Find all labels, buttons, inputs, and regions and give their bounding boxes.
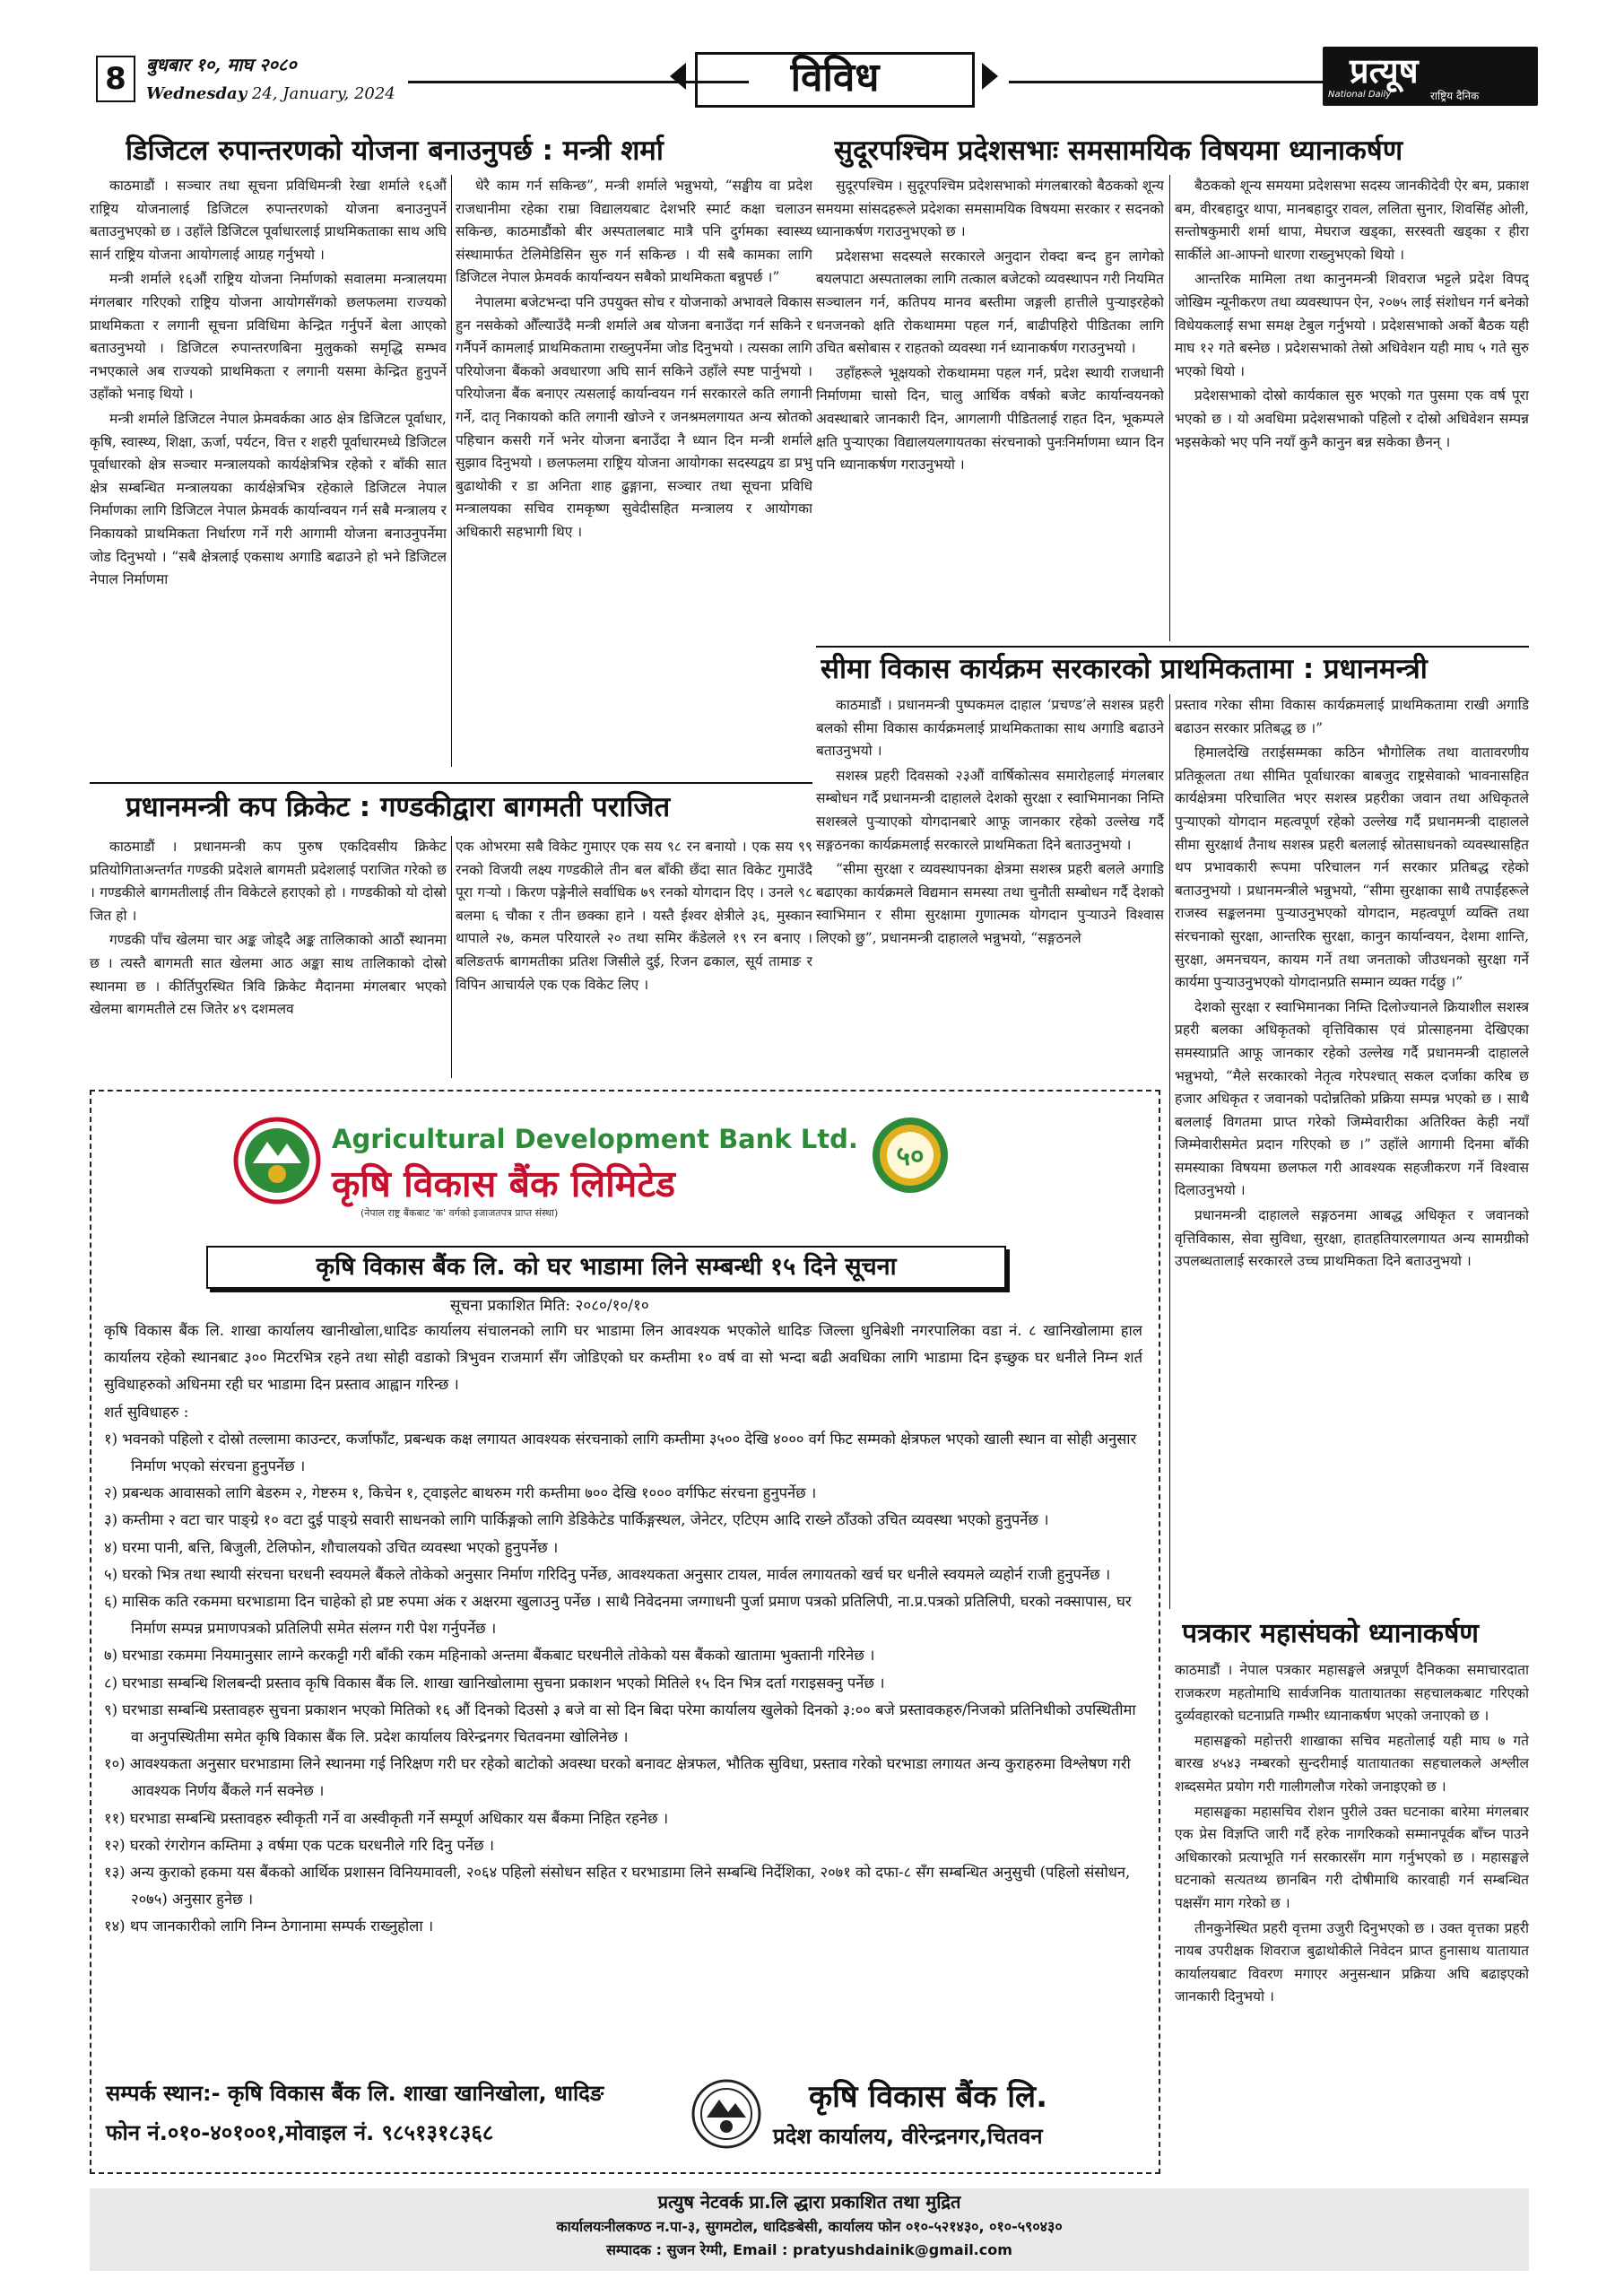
sudur-col2-para: प्रदेशसभाको दोस्रो कार्यकाल सुरु भएको गत पुसमा एक वर्ष पूरा भएको छ । यो अवधिमा प्रदेशसभाको पहिलो र दोस्रो अधिवेशन सम्पन्न भइसकेको भए पनि नयाँ कुनै कानुन बन्न सकेका छैनन् । <box>1175 387 1529 450</box>
footer-office: कार्यालयःनीलकण्ठ न.पा-३, सुगमटोल, धादिङबेसी, कार्यालय फोन ०१०-५२१४३०, ०१०-५९०४३० <box>556 2218 1063 2235</box>
digital-col1-para: काठमाडौं । सञ्चार तथा सूचना प्रविधिमन्त्री रेखा शर्माले १६औं राष्ट्रिय योजनालाई डिजिटल रुपान्तरणको योजना बनाउनुपर्ने बताउनुभएको छ । उहाँले डिजिटल पूर्वाधारलाई प्राथमिकताका साथ अघि सार्न राष्ट्रिय योजना आयोगलाई आग्रह गर्नुभयो । <box>90 178 447 263</box>
bank-logo-icon <box>233 1117 321 1205</box>
sudur-col2-para: आन्तरिक मामिला तथा कानुनमन्त्री शिवराज भट्टले प्रदेश विपद् जोखिम न्यूनीकरण तथा व्यवस्थापन ऐन, २०७५ लाई संशोधन गर्न बनेको विधेयकलाई सभा समक्ष टेबुल गर्नुभयो । प्रदेशसभाको अर्को बैठक यही माघ १२ गते बस्नेछ । प्रदेशसभाको तेस्रो अधिवेशन यही माघ ५ गते सुरु भएको थियो । <box>1175 271 1529 379</box>
column-divider <box>451 175 452 767</box>
seema-col-1 <box>816 694 1164 1080</box>
mahasangh-para: महासङ्घको महोत्तरी शाखाका सचिव महतोलाई यही माघ ७ गते बारख ४५४३ नम्बरको सुन्दरीमाई यातायातका सहचालकले अश्लील शब्दसमेत प्रयोग गरी गालीगलौज गरेको जनाइएको छ । <box>1175 1732 1529 1795</box>
condition-item: ७) घरभाडा रकममा नियमानुसार लाग्ने करकट्टी गरी बाँकी रकम महिनाको अन्तमा बैंकबाट घरधनीले तोकेको यस बैंकको खातामा भुक्तानी गरिनेछ । <box>104 1647 875 1665</box>
bank-name-en: Agricultural Development Bank Ltd. <box>332 1124 858 1154</box>
mahasangh-body <box>1175 1659 1529 2170</box>
headline-seema: सीमा विकास कार्यक्रम सरकारको प्राथमिकतामा : प्रधानमन्त्री <box>821 653 1428 685</box>
newspaper-logo <box>1323 47 1538 106</box>
headline-mahasangh: पत्रकार महासंघको ध्यानाकर्षण <box>1182 1618 1479 1649</box>
cricket-col1-para: काठमाडौं । प्रधानमन्त्री कप पुरुष एकदिवसीय क्रिकेट प्रतियोगिताअन्तर्गत गण्डकी प्रदेशले बागमती प्रदेशलाई पराजित गरेको छ । गण्डकीले बागमतीलाई तीन विकेटले हराएको हो । गण्डकीको यो दोस्रो जित हो । <box>90 839 447 924</box>
notice-body <box>104 1318 1142 2071</box>
mahasangh-para: काठमाडौं । नेपाल पत्रकार महासङ्घले अन्नपूर्ण दैनिकका समाचारदाता राजकरण महतोमाथि सार्वजनिक यातायातका सहचालकबाट गरिएको दुर्व्यवहारको घटनाप्रति गम्भीर ध्यानाकर्षण भएको जनाएको छ । <box>1175 1662 1529 1725</box>
headline-cricket: प्रधानमन्त्री कप क्रिकेट : गण्डकीद्वारा बागमती पराजित <box>126 791 671 823</box>
condition-item: ५) घरको भित्र तथा स्थायी संरचना घरधनी स्वयमले बैंकले तोकेको अनुसार निर्माण गरिदिनु पर्नेछ, आवश्यकता अनुसार टायल, मार्वल लगायतको खर्च घर धनीले स्वयमले व्यहोर्न राजी हुनुपर्नेछ । <box>104 1565 1111 1583</box>
condition-item: १३) अन्य कुराको हकमा यस बैंकको आर्थिक प्रशासन विनियमावली, २०६४ पहिलो संसोधन सहित र घरभाडामा लिने सम्बन्धि निर्देशिका, २०७१ को दफा-८ सँग सम्बन्धित अनुसुची (पहिलो संसोधन, २०७५) अनुसार हुनेछ । <box>104 1864 1131 1909</box>
arrow-left-icon <box>670 63 686 90</box>
column-divider <box>1169 694 1170 1609</box>
section-rule <box>90 782 812 784</box>
notice-intro: कृषि विकास बैंक लि. शाखा कार्यालय खानीखोला,धादिङ कार्यालय संचालनको लागि घर भाडामा लिन आवश्यक भएकोले धादिङ जिल्ला धुनिबेशी नगरपालिका वडा नं. ८ खानिखोलामा हाल कार्यालय रहेको स्थानबाट ३०० मिटरभित्र रहने तथा सोही वडाको त्रिभुवन राजमार्ग सँग जोडिएको घर कम्तीमा १० वर्ष वा सो भन्दा बढी अवधिका लागि भाडामा दिन इच्छुक घर धनीले निम्न शर्त सुविधाहरुको अधिनमा रही घर भाडामा दिन प्रस्ताव आह्वान गरिन्छ । <box>104 1322 1142 1394</box>
anniversary-badge-icon <box>870 1115 951 1196</box>
logo-sub-np: राष्ट्रिय दैनिक <box>1430 90 1480 102</box>
seema-col1-para: काठमाडौं । प्रधानमन्त्री पुष्पकमल दाहाल ‘प्रचण्ड’ले सशस्त्र प्रहरी बलको सीमा विकास कार्यक्रमलाई प्राथमिकताका साथ अगाडि बढाउने बताउनुभयो । <box>816 697 1164 760</box>
notice-title: कृषि विकास बैंक लि. को घर भाडामा लिने सम्बन्धी १५ दिने सूचना <box>206 1246 1006 1289</box>
mahasangh-para: तीनकुनेस्थित प्रहरी वृत्तमा उजुरी दिनुभएको छ । उक्त वृत्तका प्रहरी नायब उपरीक्षक शिवराज बुढाथोकीले निवेदन प्राप्त हुनासाथ यातायात कार्यालयबाट विवरण मगाएर अनुसन्धान प्रक्रिया अघि बढाइएको जानकारी दिनुभयो । <box>1175 1919 1529 2005</box>
condition-item: १) भवनको पहिलो र दोस्रो तल्लामा काउन्टर, कर्जाफाँट, प्रबन्धक कक्ष लगायत आवश्यक संरचनाको लागि कम्तीमा ३५०० देखि ४००० वर्ग फिट सम्मको क्षेत्रफल भएको खाली स्थान वा सोही अनुसार निर्माण भएको संरचना हुनुपर्नेछ । <box>104 1430 1137 1475</box>
page-number: 8 <box>96 56 135 102</box>
office-name: कृषि विकास बैंक लि. <box>809 2079 1047 2115</box>
seema-right-para: हिमालदेखि तराईसम्मका कठिन भौगोलिक तथा वातावरणीय प्रतिकूलता तथा सीमित पूर्वाधारका बाबजुद राष्ट्रसेवाको भावनासहित कार्यक्षेत्रमा परिचालित भएर सशस्त्र प्रहरीका जवान तथा अधिकृतले पुऱ्याएको योगदान महत्वपूर्ण रहेको उल्लेख गर्दै प्रधानमन्त्री दाहालले सीमा सुरक्षार्थ तैनाथ सशस्त्र प्रहरी बललाई स्रोतसाधनको व्यवस्थासहित थप प्रभावकारी रूपमा परिचालन गर्न सरकार प्रतिबद्ध रहेको बताउनुभयो । प्रधानमन्त्रीले भन्नुभयो, “सीमा सुरक्षाका साथै तपाईंहरूले राजस्व सङ्कलनमा पुऱ्याउनुभएको योगदान, महत्वपूर्ण व्यक्ति तथा संरचनाको सुरक्षा, आन्तरिक सुरक्षा, कानुन कार्यान्वयन, देशमा शान्ति, सुरक्षा, अमनचयन, कायम गर्ने तथा जनताको जीउधनको सुरक्षा गर्ने कार्यमा पुऱ्याउनुभएको योगदानप्रति सम्मान व्यक्त गर्दछु ।” <box>1175 744 1529 991</box>
logo-sub-en: National Daily <box>1328 90 1392 100</box>
condition-item: ४) घरमा पानी, बत्ति, बिजुली, टेलिफोन, शौचालयको उचित व्यवस्था भएको हुनुपर्नेछ । <box>104 1538 559 1556</box>
date-english-full: 24, January, 2024 <box>251 84 395 103</box>
section-rule <box>816 646 1529 648</box>
condition-item: ९) घरभाडा सम्बन्धि प्रस्तावहरु सुचना प्रकाशन भएको मितिको १६ औं दिनको दिउसो ३ बजे वा सो दिन बिदा परेमा कार्यालय खुलेको दिनको ३:०० बजे प्रस्तावकहरु/निजको प्रतिनिधीको उपस्थितीमा वा अनुपस्थितीमा समेत कृषि विकास बैंक लि. प्रदेश कार्यालय विरेन्द्रनगर चितवनमा खोलिनेछ । <box>104 1700 1136 1746</box>
mahasangh-para: महासङ्घका महासचिव रोशन पुरीले उक्त घटनाका बारेमा मंगलबार एक प्रेस विज्ञप्ति जारी गर्दै हरेक नागरिकको सम्मानपूर्वक बाँच्न पाउने अधिकारको प्रत्याभूति गर्न सरकारसँग माग गर्नुभएको छ । महासङ्घले घटनाको सत्यतथ्य छानबिन गरी दोषीमाथि कारवाही गर्न सम्बन्धित पक्षसँग माग गरेको छ । <box>1175 1803 1529 1911</box>
section-title: विविध <box>695 52 975 108</box>
office-address: प्रदेश कार्यालय, वीरेन्द्रनगर,चितवन <box>773 2124 1043 2149</box>
condition-item: ३) कम्तीमा २ वटा चार पाङ्ग्रे १० वटा दुई पाङ्ग्रे सवारी साधनको लागि पार्किङ्गको लागि डेडिकेटेड पार्किङ्गस्थल, जेनेटर, एटिएम आदि राख्ने ठाँउको उचित व्यवस्था भएको हुनुपर्नेछ । <box>104 1511 1049 1529</box>
seema-col1-para: सशस्त्र प्रहरी दिवसको २३औं वार्षिकोत्सव समारोहलाई मंगलबार सम्बोधन गर्दै प्रधानमन्त्री दाहालले देशको सुरक्षा र स्वाभिमानका निम्ति सशस्त्रले पुऱ्याएको योगदानबारे आफू जानकार रहेको उल्लेख गर्दै सङ्गठनका कार्यक्रमलाई सरकारले प्राथमिकता दिने बताउनुभयो । <box>816 767 1164 853</box>
seema-right-para: देशको सुरक्षा र स्वाभिमानका निम्ति दिलोज्यानले क्रियाशील सशस्त्र प्रहरी बलका अधिकृतको वृत्तिविकास एवं प्रोत्साहनमा देखिएका समस्याप्रति आफू जानकार रहेको उल्लेख गर्दै प्रधानमन्त्री दाहालले भन्नुभयो, “मैले सरकारको नेतृत्व गरेपश्चात् सकल दर्जाका करिब छ हजार अधिकृत र जवानको पदोन्नतिको प्रक्रिया सम्पन्न भएको छ । साथै बललाई विगतमा प्राप्त गरेको जिम्मेवारीका अतिरिक्त केही नयाँ जिम्मेवारीसमेत प्रदान गरिएको छ ।” उहाँले आगामी दिनमा बाँकी समस्याका विषयमा छलफल गरी आवश्यक सहजीकरण गर्ने विश्वास दिलाउनुभयो । <box>1175 998 1529 1199</box>
sudur-col1-para: सुदूरपश्चिम । सुदूरपश्चिम प्रदेशसभाको मंगलबारको बैठकको शून्य समयमा सांसदहरूले प्रदेशका समसामयिक विषयमा सरकार र सदनको ध्यानाकर्षण गराउनुभएको छ । <box>816 178 1164 240</box>
condition-item: २) प्रबन्धक आवासको लागि बेडरुम २, गेष्टरुम १, किचेन १, ट्वाइलेट बाथरुम गरी कम्तीमा ७०० देखि १००० वर्गफिट संरचना हुनुपर्नेछ । <box>104 1484 817 1502</box>
arrow-right-icon <box>982 63 998 90</box>
column-divider <box>1169 175 1170 641</box>
bank-tagline: (नेपाल राष्ट्र बैंकबाट 'क' वर्गको इजाजतपत्र प्राप्त संस्था) <box>360 1207 559 1219</box>
bank-advertisement <box>90 1090 1160 2174</box>
condition-item: ६) मासिक कति रकममा घरभाडामा दिन चाहेको हो प्रष्ट रुपमा अंक र अक्षरमा खुलाउनु पर्नेछ । साथै निवेदनमा जग्गाधनी पुर्जा प्रमाण पत्रको प्रतिलिपी, ना.प्र.पत्रको प्रतिलिपी, घरको नक्सापास, घर निर्माण सम्पन्न प्रमाणपत्रको प्रतिलिपी समेत संलग्न गरी पेश गर्नुपर्नेछ । <box>104 1593 1132 1638</box>
digital-col-1 <box>90 175 447 767</box>
digital-col-2 <box>456 175 812 767</box>
column-divider <box>451 836 452 1078</box>
date-english <box>146 84 395 103</box>
digital-col2-para: नेपालमा बजेटभन्दा पनि उपयुक्त सोच र योजनाको अभावले विकास हुन नसकेको औँल्याउँदै मन्त्री शर्माले अब योजना बनाउँदा गर्न सकिने र गर्नैपर्ने कामलाई प्राथमिकतामा राख्नुपर्नेमा जोड दिनुभयो । त्यसका लागि परियोजना बैंकको अवधारणा अघि सार्न सकिने उहाँले स्पष्ट पार्नुभयो । परियोजना बैंक बनाएर त्यसलाई कार्यान्वयन गर्न सरकारले कति लगानी गर्ने, दातृ निकायको कति लगानी खोज्ने र जनश्रमलगायत अन्य स्रोतको पहिचान कसरी गर्ने भनेर योजना बनाउँदा नै ध्यान दिन मन्त्री शर्माले सुझाव दिनुभयो । छलफलमा राष्ट्रिय योजना आयोगका सदस्यद्वय डा प्रभु बुढाथोकी र डा अनिता शाह ढुङ्गाना, सञ्चार तथा सूचना प्रविधि मन्त्रालयका सचिव रामकृष्ण सुवेदीसहित मन्त्रालय र आयोगका अधिकारी सहभागी थिए । <box>456 293 812 540</box>
digital-col2-para: धेरै काम गर्न सकिन्छ”, मन्त्री शर्माले भन्नुभयो, “सङ्घीय वा प्रदेश राजधानीमा रहेका राम्रा विद्यालयबाट देशभरि स्मार्ट कक्षा चलाउन सकिन्छ, काठमाडौंको बीर अस्पतालबाट मात्रै पनि दुर्गमका स्वास्थ्य संस्थामार्फत टेलिमेडिसिन सुरु गर्न सकिन्छ । यी सबै कामका लागि डिजिटल नेपाल फ्रेमवर्क कार्यान्वयन सबैको प्राथमिकता बन्नुपर्छ ।” <box>456 178 812 286</box>
cricket-col-1 <box>90 836 447 1080</box>
cricket-col-2 <box>456 836 812 1080</box>
seema-col1-para: “सीमा सुरक्षा र व्यवस्थापनका क्षेत्रमा सशस्त्र प्रहरी बलले अगाडि बढाएका कार्यक्रमले विद्यमान समस्या तथा चुनौती सम्बोधन गर्दै देशको स्वाभिमान र सीमा सुरक्षामा गुणात्मक योगदान पुऱ्याउने विश्वास लिएको छु”, प्रधानमन्त्री दाहालले भन्नुभयो, “सङ्गठनले <box>816 861 1164 946</box>
conditions-label: शर्त सुविधाहरु : <box>104 1403 189 1421</box>
sudurpaschim-col-2 <box>1175 175 1529 641</box>
condition-item: ११) घरभाडा सम्बन्धि प्रस्तावहरु स्वीकृती गर्ने वा अस्वीकृती गर्ने सम्पूर्ण अधिकार यस बैंकमा निहित रहनेछ । <box>104 1809 669 1827</box>
publication-date: सूचना प्रकाशित मिति: २०८०/१०/१० <box>450 1297 649 1315</box>
sudurpaschim-col-1 <box>816 175 1164 641</box>
anniversary-number: ५० <box>896 1141 925 1172</box>
footer <box>90 2188 1529 2271</box>
contact-place: सम्पर्क स्थान:- कृषि विकास बैंक लि. शाखा खानिखोला, धादिङ <box>106 2081 604 2106</box>
condition-item: १४) थप जानकारीको लागि निम्न ठेगानामा सम्पर्क राख्नुहोला । <box>104 1918 434 1935</box>
digital-col1-para: मन्त्री शर्माले डिजिटल नेपाल फ्रेमवर्कका आठ क्षेत्र डिजिटल पूर्वाधार, कृषि, स्वास्थ्य, शिक्षा, ऊर्जा, पर्यटन, वित्त र शहरी पूर्वाधारमध्ये डिजिटल पूर्वाधारको क्षेत्र सञ्चार मन्त्रालयको कार्यक्षेत्रभित्र रहेको र बाँकी सात क्षेत्र सम्बन्धित मन्त्रालयका कार्यक्षेत्रभित्र रहेकाले डिजिटल नेपाल निर्माणका लागि डिजिटल नेपाल फ्रेमवर्क कार्यान्वयन गर्न सबै मन्त्रालय र निकायको प्राथमिकता निर्धारण गर्ने गरी आगामी योजना बनाउनुपर्नेमा जोड दिनुभयो । “सबै क्षेत्रलाई एकसाथ अगाडि बढाउने हो भने डिजिटल नेपाल निर्माणमा <box>90 410 447 588</box>
cricket-col1-para: गण्डकी पाँच खेलमा चार अङ्क जोड्दै अङ्क तालिकाको आठौं स्थानमा छ । त्यस्तै बागमती सात खेलमा आठ अङ्का साथ तालिकाको दोस्रो स्थानमा छ । कीर्तिपुरस्थित त्रिवि क्रिकेट मैदानमा मंगलबार भएको खेलमा बागमतीले टस जितेर ४९ दशमलव <box>90 932 447 1018</box>
seema-right-col <box>1175 694 1529 1609</box>
date-nepali: बुधबार १०, माघ २०८० <box>146 54 297 75</box>
sudur-col1-para: उहाँहरूले भूक्षयको रोकथाममा पहल गर्न, प्रदेश स्थायी राजधानी निर्माणमा चासो दिन, चालु आर्थिक वर्षको बजेट कार्यान्वयनको अवस्थाबारे जानकारी दिन, आगलागी पीडितलाई राहत दिन, भूकम्पले क्षति पुऱ्याएका विद्यालयलगायतका संरचनाको पुनःनिर्माणमा ध्यान दिन पनि ध्यानाकर्षण गराउनुभयो । <box>816 364 1164 474</box>
sudur-col2-para: बैठकको शून्य समयमा प्रदेशसभा सदस्य जानकीदेवी ऐर बम, प्रकाश बम, वीरबहादुर थापा, मानबहादुर रावल, ललिता सुनार, शिवसिंह ओली, सन्तोषकुमारी शर्मा थापा, मेघराज खड्का, सरस्वती खड्का र हीरा सार्कीले आ-आफ्नो धारणा राख्नुभएको थियो । <box>1175 178 1529 263</box>
footer-publisher: प्रत्युष नेटवर्क प्रा.लि द्धारा प्रकाशित तथा मुद्रित <box>657 2191 961 2213</box>
masthead <box>85 47 1547 118</box>
headline-digital: डिजिटल रुपान्तरणको योजना बनाउनुपर्छ : मन्त्री शर्मा <box>126 135 664 167</box>
seema-right-para: प्रधानमन्त्री दाहालले सङ्गठनमा आबद्ध अधिकृत र जवानको वृत्तिविकास, सेवा सुविधा, सुरक्षा, हातहतियारलगायत अन्य सामग्रीको उपलब्धतालाई सरकारले उच्च प्राथमिकता दिने बताउनुभयो । <box>1175 1207 1529 1270</box>
seema-right-para: प्रस्ताव गरेका सीमा विकास कार्यक्रमलाई प्राथमिकतामा राखी अगाडि बढाउन सरकार प्रतिबद्ध छ ।” <box>1175 697 1529 736</box>
cricket-col2-para: एक ओभरमा सबै विकेट गुमाएर एक सय ९८ रन बनायो । एक सय ९९ रनको विजयी लक्ष्य गण्डकीले तीन बल बाँकी छँदा सात विकेट गुमाउँदै पूरा गऱ्यो । किरण पङ्गेनीले सर्वाधिक ७९ रनको योगदान दिए । उनले ९८ बलमा ६ चौका र तीन छक्का हाने । यस्तै ईश्वर क्षेत्रीले ३६, मुस्कान थापाले २७, कमल परियारले २० तथा समिर कँडेलले १९ रन बनाए । बलिङतर्फ बागमतीका प्रतिश जिसीले दुई, रिजन ढकाल, सूर्य तामाङ र विपिन आचार्यले एक एक विकेट लिए । <box>456 839 812 993</box>
logo-name: प्रत्यूष <box>1350 51 1419 91</box>
headline-sudurpaschim: सुदूरपश्चिम प्रदेशसभाः समसामयिक विषयमा ध्यानाकर्षण <box>834 135 1403 167</box>
date-english-day: Wednesday <box>146 84 248 103</box>
condition-item: १२) घरको रंगरोगन कम्तिमा ३ वर्षमा एक पटक घरधनीले गरि दिनु पर्नेछ । <box>104 1836 495 1854</box>
contact-phone: फोन नं.०१०-४०१००१,मोवाइल नं. ९८५१३१८३६८ <box>106 2120 494 2145</box>
digital-col1-para: मन्त्री शर्माले १६औं राष्ट्रिय योजना निर्माणको सवालमा मन्त्रालयमा मंगलबार गरिएको राष्ट्रिय योजना आयोगसँगको छलफलमा राज्यको प्राथमिकता र लगानी सूचना प्रविधिमा केन्द्रित गर्नुपर्ने बेला आएको बताउनुभयो । डिजिटल रुपान्तरणबिना मुलुकको समृद्धि सम्भव नभएकाले अब राज्यको प्राथमिकता र लगानी यसमा केन्द्रित हुनुपर्ने उहाँको भनाइ थियो । <box>90 271 447 403</box>
sudur-col1-para: प्रदेशसभा सदस्यले सरकारले अनुदान रोक्दा बन्द हुन लागेको बयलपाटा अस्पतालका लागि तत्काल बजेटको व्यवस्थापन गरी नियमित सञ्चालन गर्न, कतिपय मानव बस्तीमा जङ्गली हात्तीले पुऱ्याइरहेको धनजनको क्षति रोकथाममा पहल गर्न, बाढीपहिरो पीडितका लागि उचित बसोबास र राहतको व्यवस्था गर्न ध्यानाकर्षण गराउनुभयो । <box>816 248 1164 357</box>
condition-item: ८) घरभाडा सम्बन्धि शिलबन्दी प्रस्ताव कृषि विकास बैंक लि. शाखा खानिखोलामा सुचना प्रकाशन भएको मितिले १५ दिन भित्र दर्ता गराइसक्नु पर्नेछ । <box>104 1674 885 1692</box>
condition-item: १०) आवश्यकता अनुसार घरभाडामा लिने स्थानमा गई निरिक्षण गरी घर रहेको बाटोको अवस्था घरको बनावट क्षेत्रफल, भौतिक सुविधा, प्रस्ताव गरेको घरभाडा लगायत अन्य कुराहरुमा विश्लेषण गरी आवश्यक निर्णय बैंकले गर्न सक्नेछ । <box>104 1755 1131 1800</box>
bank-name-np: कृषि विकास बैंक लिमिटेड <box>332 1162 675 1205</box>
footer-editor: सम्पादक : सुजन रेग्मी, Email : pratyushdainik@gmail.com <box>606 2241 1012 2258</box>
bank-seal-icon <box>690 2078 762 2150</box>
